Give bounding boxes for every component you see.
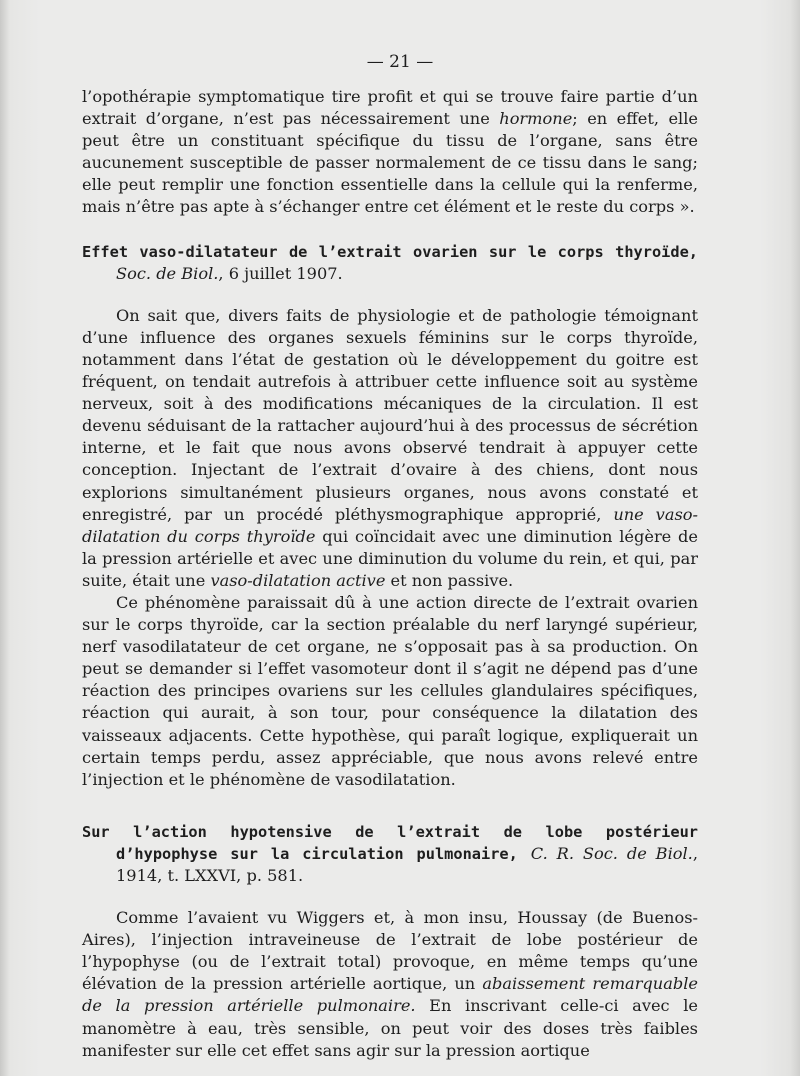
section-heading-hypophysis — [82, 821, 698, 887]
text-run: On sait que, divers faits de physiologie et de pathologie témoignant d’une influence des organes sexuels féminins sur le corps thyroïde, notamment dans l’état de gestation où le développement du goitre est fréquent, on tendait autrefois à attribuer cette influence soit au système nerveux, soit à des modifications mécaniques de la circulation. Il est devenu séduisant de la rattacher aujourd’hui à des processus de sécrétion interne, et le fait que nous avons observé tendrait à appuyer cette conception. Injectant de l’extrait d’ovaire à des chiens, dont nous explorions simultanément plusieurs organes, nous avons constaté et enregistré, par un procédé pléthysmographique approprié, — [82, 305, 698, 524]
italic-phrase: abaissement remarquable de la pression artérielle pulmonaire. — [82, 974, 698, 1016]
text-run: ; en effet, elle peut être un constituant spécifique du tissu de l’organe, sans être aucunement susceptible de passer normalement de ce tissu dans le sang; elle peut remplir une fonction essentielle dans la cellule qui la renferme, mais n’être pas apte à s’échanger entre cet élément et le reste du corps ». — [82, 109, 698, 217]
section-heading-ovarian-extract — [82, 241, 698, 285]
journal-name: C. R. Soc. de Biol. — [530, 843, 693, 863]
reference-citation: , 1914, t. LXXVI, p. 581. — [116, 843, 698, 885]
text-run: En inscrivant celle-ci avec le manomètre à eau, très sensible, on peut voir des doses très faibles manifester sur elle cet effet sans agir sur la pression aortique — [82, 996, 698, 1060]
italic-term: hormone — [499, 109, 573, 129]
page-content — [82, 86, 698, 1062]
text-run: qui coïncidait avec une diminution légère de la pression artérielle et avec une diminution du volume du rein, et qui, par suite, était une — [82, 526, 698, 590]
paragraph-ovarian-2: Ce phénomène paraissait dû à une action directe de l’extrait ovarien sur le corps thyroïde, car la section préalable du nerf laryngé supérieur, nerf vasodilatateur de cet organe, ne s’opposait pas à sa production. On peut se demander si l’effet vasomoteur dont il s’agit ne dépend pas d’une réaction des principes ovariens sur les cellules glandulaires spécifiques, réaction qui aurait, à son tour, pour conséquence la dilatation des vaisseaux adjacents. Cette hypothèse, qui paraît logique, expliquerait un certain temps perdu, assez appréciable, que nous avons relevé entre l’injection et le phénomène de vasodilatation. — [82, 592, 698, 789]
text-run: et non passive. — [385, 570, 514, 590]
italic-phrase: une vaso-dilatation du corps thyroïde — [82, 504, 698, 546]
heading-title: Sur l’action hypotensive de l’extrait de lobe postérieur d’hypophyse sur la circulation pulmonaire, — [82, 822, 698, 863]
reference-date: , 6 juillet 1907. — [218, 263, 343, 283]
text-run: Comme l’avaient vu Wiggers et, à mon insu, Houssay (de Buenos-Aires), l’injection intraveineuse de l’extrait de lobe postérieur de l’hypophyse (ou de l’extrait total) provoque, en même temps qu’une élévation de la pression artérielle aortique, un — [82, 908, 698, 994]
heading-reference — [116, 264, 343, 283]
text-run: l’opothérapie symptomatique tire profit et qui se trouve faire partie d’un extrait d’organe, n’est pas nécessairement une — [82, 87, 698, 129]
italic-phrase: vaso-dilatation active — [210, 570, 386, 590]
paragraph-continuation — [82, 86, 698, 219]
paragraph-ovarian-1 — [82, 305, 698, 592]
heading-title: Effet vaso-dilatateur de l’extrait ovarien sur le corps thyroïde, — [82, 242, 698, 261]
page-number: — 21 — — [366, 52, 434, 72]
paragraph-hypophysis — [82, 907, 698, 1062]
journal-name: Soc. de Biol. — [116, 263, 219, 283]
